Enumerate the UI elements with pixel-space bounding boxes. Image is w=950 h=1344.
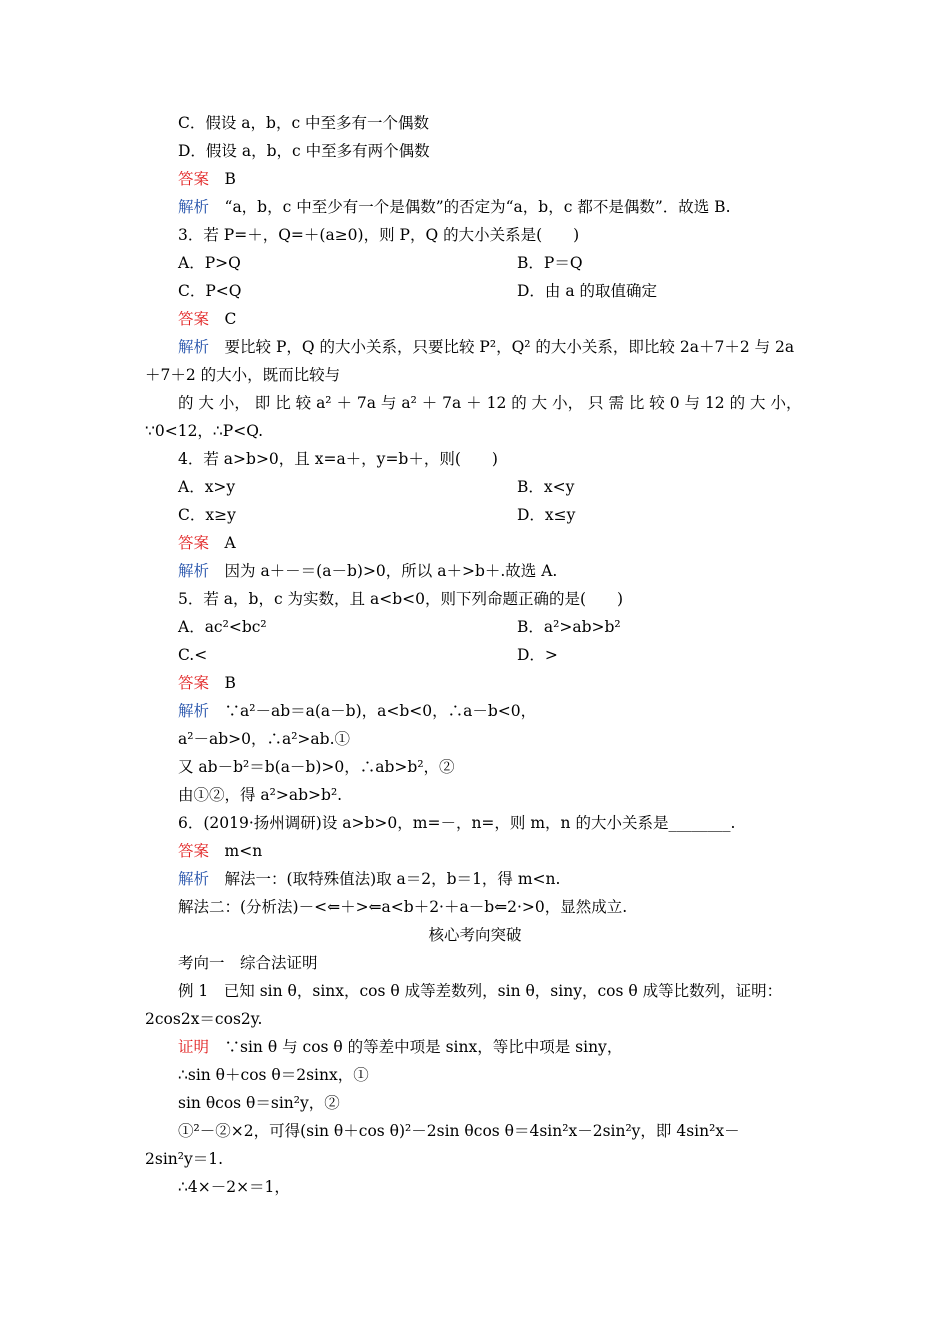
line-text: B: [224, 170, 236, 188]
text-line: [178, 897, 627, 917]
text-line: [178, 113, 429, 133]
text-line: [178, 337, 794, 357]
line-text: B: [224, 674, 236, 692]
line-label: 答案: [178, 310, 210, 328]
line-label: 解析: [178, 870, 210, 888]
text-line: [178, 197, 731, 217]
line-text: C．x≥y: [178, 506, 236, 524]
line-text: A．P>Q: [178, 254, 241, 272]
text-line: [178, 141, 430, 161]
section-heading: [0, 925, 950, 945]
text-line: [178, 617, 267, 637]
line-label: 解析: [178, 562, 210, 580]
text-line: [145, 1149, 223, 1169]
text-line: [178, 1065, 369, 1085]
text-line: [178, 729, 350, 749]
line-text: ∵0<12，∴P<Q.: [145, 422, 264, 440]
text-line: [178, 673, 236, 693]
text-line: [178, 869, 560, 889]
text-line: [178, 757, 455, 777]
option-text: D．由 a 的取值确定: [517, 282, 658, 300]
line-text: 6．(2019·扬州调研)设 a>b>0，m=－，n=，则 m，n 的大小关系是________.: [178, 814, 736, 832]
line-text: D．假设 a，b，c 中至多有两个偶数: [178, 142, 430, 160]
line-label: 解析: [178, 198, 210, 216]
text-line: [178, 841, 262, 861]
text-line: [145, 1009, 262, 1029]
line-label: 答案: [178, 534, 210, 552]
line-text: sin θcos θ＝sin²y，②: [178, 1094, 340, 1112]
line-label: 证明: [178, 1038, 210, 1056]
line-text: 2sin²y＝1.: [145, 1150, 224, 1168]
text-line: [178, 1177, 290, 1197]
line-text: 2cos2x＝cos2y.: [145, 1010, 263, 1028]
option-text: D．x≤y: [517, 506, 576, 524]
line-text: 解法二：(分析法)－<⇐＋>⇐a<b＋2·＋a－b⇐2·>0，显然成立.: [178, 898, 628, 916]
text-line: [178, 477, 235, 497]
text-line: [178, 785, 342, 805]
line-text: ∴4×－2×＝1，: [178, 1178, 290, 1196]
text-line: [178, 953, 318, 973]
line-text: C．假设 a，b，c 中至多有一个偶数: [178, 114, 430, 132]
line-text: ＋7＋2 的大小，既而比较与: [145, 366, 341, 384]
line-text: 又 ab－b²＝b(a－b)>0，∴ab>b²，②: [178, 758, 455, 776]
text-line: [178, 589, 623, 609]
line-text: 考向一 综合法证明: [178, 954, 318, 972]
text-line: [178, 449, 498, 469]
line-text: m<n: [224, 842, 263, 860]
text-line: [178, 533, 236, 553]
line-label: 解析: [178, 702, 210, 720]
line-text: ∵a²－ab＝a(a－b)，a<b<0，∴a－b<0，: [224, 702, 537, 720]
option-text: B．x<y: [517, 478, 575, 496]
line-text: A．x>y: [178, 478, 236, 496]
text-line: [178, 1037, 622, 1057]
text-line: [178, 393, 801, 413]
line-label: 答案: [178, 842, 210, 860]
line-text: 核心考向突破: [428, 926, 522, 944]
text-line: [178, 309, 236, 329]
text-line: [145, 365, 340, 385]
line-text: ①²－②×2，可得(sin θ＋cos θ)²－2sin θcos θ＝4sin²x－2sin²y，即 4sin²x－: [178, 1122, 740, 1140]
line-text: C.<: [178, 646, 208, 664]
line-text: A．ac²<bc²: [178, 618, 267, 636]
line-text: 要比较 P，Q 的大小关系，只要比较 P²，Q² 的大小关系，即比较 2a＋7＋2 与 2a: [224, 338, 795, 356]
line-label: 解析: [178, 338, 210, 356]
text-line: [178, 1121, 740, 1141]
text-line: [178, 1093, 340, 1113]
line-text: 因为 a＋－＝(a－b)>0，所以 a＋>b＋.故选 A.: [224, 562, 558, 580]
line-text: C: [224, 310, 237, 328]
line-text: C．P<Q: [178, 282, 242, 300]
line-text: 解法一：(取特殊值法)取 a＝2，b＝1，得 m<n.: [224, 870, 561, 888]
line-text: A: [224, 534, 236, 552]
line-text: 由①②，得 a²>ab>b².: [178, 786, 343, 804]
line-label: 答案: [178, 674, 210, 692]
line-text: a²－ab>0，∴a²>ab.①: [178, 730, 350, 748]
line-text: 3．若 P=＋，Q=＋(a≥0)，则 P，Q 的大小关系是( ): [178, 226, 580, 244]
text-line: [178, 281, 241, 301]
line-text: 例 1 已知 sin θ，sinx，cos θ 成等差数列，sin θ，siny，cos θ 成等比数列，证明：: [178, 982, 783, 1000]
text-line: [178, 225, 579, 245]
line-label: 答案: [178, 170, 210, 188]
line-text: ∴sin θ＋cos θ＝2sinx，①: [178, 1066, 369, 1084]
line-text: 的 大 小， 即 比 较 a² ＋ 7a 与 a² ＋ 7a ＋ 12 的 大 小， 只 需 比 较 0 与 12 的 大 小，: [178, 394, 802, 412]
text-line: [178, 253, 241, 273]
text-line: [178, 813, 735, 833]
text-line: [178, 981, 782, 1001]
text-line: [145, 421, 263, 441]
option-text: D．>: [517, 646, 558, 664]
option-text: B．P＝Q: [517, 254, 583, 272]
text-line: [178, 169, 236, 189]
text-line: [178, 701, 536, 721]
text-line: [178, 561, 557, 581]
line-text: ∵sin θ 与 cos θ 的等差中项是 sinx，等比中项是 siny，: [224, 1038, 623, 1056]
option-text: B．a²>ab>b²: [517, 618, 621, 636]
text-line: [178, 645, 207, 665]
text-line: [178, 505, 236, 525]
line-text: “a，b，c 中至少有一个是偶数”的否定为“a，b，c 都不是偶数”．故选 B.: [224, 198, 731, 216]
line-text: 5．若 a，b，c 为实数，且 a<b<0，则下列命题正确的是( ): [178, 590, 624, 608]
line-text: 4．若 a>b>0，且 x=a＋，y=b＋，则( ): [178, 450, 498, 468]
